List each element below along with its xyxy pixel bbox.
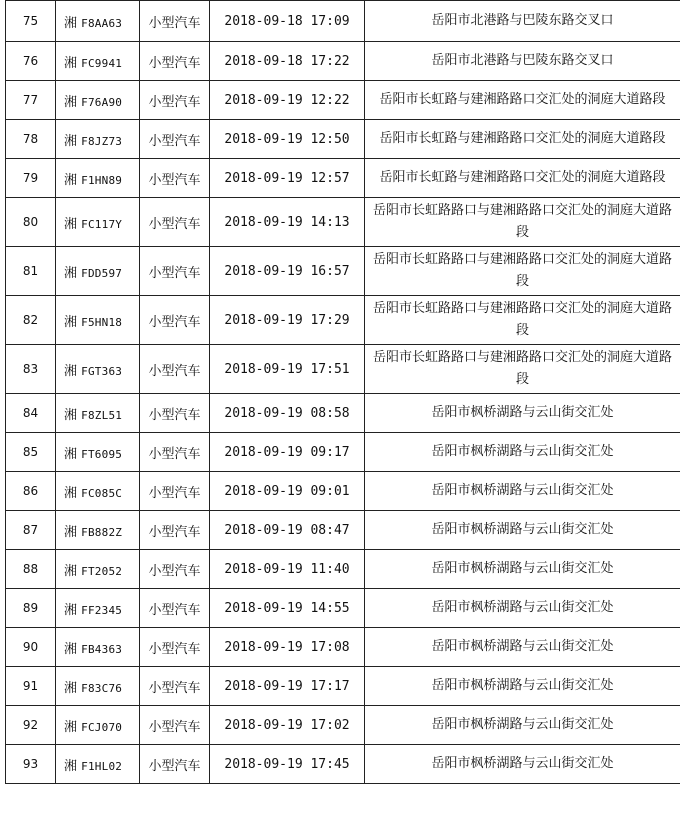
plate-prefix: 湘 — [64, 563, 78, 579]
vehicle-type: 小型汽车 — [140, 745, 210, 784]
plate-number: FT6095 — [81, 447, 123, 461]
violation-time: 2018-09-19 17:45 — [210, 745, 365, 784]
vehicle-type: 小型汽车 — [140, 198, 210, 247]
table-row — [6, 667, 680, 706]
vehicle-type: 小型汽车 — [140, 511, 210, 550]
plate-cell — [56, 589, 140, 628]
plate-cell — [56, 247, 140, 296]
row-number: 75 — [6, 1, 56, 42]
violation-location: 岳阳市长虹路路口与建湘路路口交汇处的洞庭大道路段 — [365, 296, 680, 345]
vehicle-type: 小型汽车 — [140, 1, 210, 42]
violation-time: 2018-09-19 08:47 — [210, 511, 365, 550]
violation-time: 2018-09-19 17:17 — [210, 667, 365, 706]
plate-prefix: 湘 — [64, 407, 78, 423]
vehicle-type: 小型汽车 — [140, 589, 210, 628]
violation-time: 2018-09-19 12:57 — [210, 159, 365, 198]
table-row — [6, 296, 680, 345]
violation-location: 岳阳市枫桥湖路与云山街交汇处 — [365, 667, 680, 706]
plate-number: FDD597 — [81, 266, 123, 280]
row-number: 85 — [6, 433, 56, 472]
violation-location: 岳阳市枫桥湖路与云山街交汇处 — [365, 706, 680, 745]
plate-cell — [56, 1, 140, 42]
table-row — [6, 120, 680, 159]
table-row — [6, 511, 680, 550]
violation-location: 岳阳市枫桥湖路与云山街交汇处 — [365, 628, 680, 667]
violation-location: 岳阳市枫桥湖路与云山街交汇处 — [365, 550, 680, 589]
violation-time: 2018-09-19 17:51 — [210, 345, 365, 394]
vehicle-type: 小型汽车 — [140, 433, 210, 472]
vehicle-type: 小型汽车 — [140, 628, 210, 667]
violation-time: 2018-09-19 11:40 — [210, 550, 365, 589]
plate-cell — [56, 550, 140, 589]
violation-time: 2018-09-19 16:57 — [210, 247, 365, 296]
table-row — [6, 345, 680, 394]
plate-number: FGT363 — [81, 364, 123, 378]
violation-time: 2018-09-19 17:29 — [210, 296, 365, 345]
plate-number: FT2052 — [81, 564, 123, 578]
vehicle-type: 小型汽车 — [140, 247, 210, 296]
vehicle-type: 小型汽车 — [140, 667, 210, 706]
row-number: 87 — [6, 511, 56, 550]
table-row — [6, 550, 680, 589]
row-number: 77 — [6, 81, 56, 120]
plate-prefix: 湘 — [64, 172, 78, 188]
plate-cell — [56, 472, 140, 511]
violation-time: 2018-09-19 09:01 — [210, 472, 365, 511]
plate-cell — [56, 667, 140, 706]
vehicle-type: 小型汽车 — [140, 345, 210, 394]
violation-time: 2018-09-19 12:22 — [210, 81, 365, 120]
plate-cell — [56, 81, 140, 120]
table-row — [6, 706, 680, 745]
vehicle-type: 小型汽车 — [140, 296, 210, 345]
plate-prefix: 湘 — [64, 602, 78, 618]
violation-location: 岳阳市长虹路与建湘路路口交汇处的洞庭大道路段 — [365, 81, 680, 120]
plate-cell — [56, 628, 140, 667]
vehicle-type: 小型汽车 — [140, 42, 210, 81]
plate-number: F83C76 — [81, 681, 123, 695]
plate-cell — [56, 706, 140, 745]
violation-time: 2018-09-19 12:50 — [210, 120, 365, 159]
plate-number: FC117Y — [81, 217, 123, 231]
row-number: 88 — [6, 550, 56, 589]
violation-records-table — [5, 0, 680, 784]
plate-number: F8AA63 — [81, 16, 123, 30]
table-row — [6, 247, 680, 296]
row-number: 91 — [6, 667, 56, 706]
plate-prefix: 湘 — [64, 719, 78, 735]
vehicle-type: 小型汽车 — [140, 706, 210, 745]
plate-cell — [56, 42, 140, 81]
plate-cell — [56, 511, 140, 550]
plate-prefix: 湘 — [64, 680, 78, 696]
table-row — [6, 745, 680, 784]
plate-prefix: 湘 — [64, 485, 78, 501]
violation-location: 岳阳市长虹路路口与建湘路路口交汇处的洞庭大道路段 — [365, 345, 680, 394]
plate-number: FB882Z — [81, 525, 123, 539]
row-number: 81 — [6, 247, 56, 296]
violation-location: 岳阳市枫桥湖路与云山街交汇处 — [365, 394, 680, 433]
row-number: 93 — [6, 745, 56, 784]
plate-cell — [56, 345, 140, 394]
violation-time: 2018-09-19 09:17 — [210, 433, 365, 472]
violation-time: 2018-09-18 17:22 — [210, 42, 365, 81]
table-row — [6, 42, 680, 81]
table-row — [6, 198, 680, 247]
table-row — [6, 394, 680, 433]
plate-cell — [56, 198, 140, 247]
violation-location: 岳阳市枫桥湖路与云山街交汇处 — [365, 472, 680, 511]
plate-number: F76A90 — [81, 95, 123, 109]
row-number: 90 — [6, 628, 56, 667]
plate-cell — [56, 394, 140, 433]
violation-location: 岳阳市枫桥湖路与云山街交汇处 — [365, 589, 680, 628]
plate-number: FC085C — [81, 486, 123, 500]
plate-number: F5HN18 — [81, 315, 123, 329]
violation-records-sheet — [5, 0, 680, 784]
vehicle-type: 小型汽车 — [140, 550, 210, 589]
plate-prefix: 湘 — [64, 94, 78, 110]
violation-location: 岳阳市枫桥湖路与云山街交汇处 — [365, 511, 680, 550]
plate-prefix: 湘 — [64, 216, 78, 232]
violation-time: 2018-09-19 14:55 — [210, 589, 365, 628]
row-number: 82 — [6, 296, 56, 345]
plate-prefix: 湘 — [64, 524, 78, 540]
table-row — [6, 589, 680, 628]
violation-time: 2018-09-19 14:13 — [210, 198, 365, 247]
row-number: 89 — [6, 589, 56, 628]
violation-location: 岳阳市长虹路与建湘路路口交汇处的洞庭大道路段 — [365, 159, 680, 198]
plate-cell — [56, 296, 140, 345]
violation-time: 2018-09-19 17:08 — [210, 628, 365, 667]
violation-location: 岳阳市枫桥湖路与云山街交汇处 — [365, 745, 680, 784]
plate-number: F1HN89 — [81, 173, 123, 187]
plate-prefix: 湘 — [64, 133, 78, 149]
plate-cell — [56, 159, 140, 198]
plate-prefix: 湘 — [64, 446, 78, 462]
plate-cell — [56, 120, 140, 159]
table-row — [6, 472, 680, 511]
violation-location: 岳阳市北港路与巴陵东路交叉口 — [365, 1, 680, 42]
row-number: 79 — [6, 159, 56, 198]
vehicle-type: 小型汽车 — [140, 159, 210, 198]
violation-location: 岳阳市长虹路路口与建湘路路口交汇处的洞庭大道路段 — [365, 247, 680, 296]
vehicle-type: 小型汽车 — [140, 120, 210, 159]
violation-time: 2018-09-18 17:09 — [210, 1, 365, 42]
plate-number: FCJ070 — [81, 720, 123, 734]
plate-number: FB4363 — [81, 642, 123, 656]
violation-location: 岳阳市长虹路与建湘路路口交汇处的洞庭大道路段 — [365, 120, 680, 159]
violation-location: 岳阳市枫桥湖路与云山街交汇处 — [365, 433, 680, 472]
table-row — [6, 628, 680, 667]
plate-number: F8ZL51 — [81, 408, 123, 422]
table-row — [6, 159, 680, 198]
plate-prefix: 湘 — [64, 641, 78, 657]
violation-location: 岳阳市长虹路路口与建湘路路口交汇处的洞庭大道路段 — [365, 198, 680, 247]
row-number: 86 — [6, 472, 56, 511]
violation-time: 2018-09-19 17:02 — [210, 706, 365, 745]
vehicle-type: 小型汽车 — [140, 394, 210, 433]
row-number: 84 — [6, 394, 56, 433]
row-number: 80 — [6, 198, 56, 247]
plate-prefix: 湘 — [64, 758, 78, 774]
plate-prefix: 湘 — [64, 55, 78, 71]
plate-number: FC9941 — [81, 56, 123, 70]
plate-prefix: 湘 — [64, 15, 78, 31]
plate-number: F8JZ73 — [81, 134, 123, 148]
violation-time: 2018-09-19 08:58 — [210, 394, 365, 433]
plate-cell — [56, 745, 140, 784]
plate-prefix: 湘 — [64, 314, 78, 330]
violation-location: 岳阳市北港路与巴陵东路交叉口 — [365, 42, 680, 81]
plate-cell — [56, 433, 140, 472]
row-number: 83 — [6, 345, 56, 394]
table-row — [6, 81, 680, 120]
vehicle-type: 小型汽车 — [140, 81, 210, 120]
row-number: 78 — [6, 120, 56, 159]
plate-prefix: 湘 — [64, 265, 78, 281]
row-number: 92 — [6, 706, 56, 745]
table-row — [6, 433, 680, 472]
plate-number: FF2345 — [81, 603, 123, 617]
table-row — [6, 1, 680, 42]
plate-prefix: 湘 — [64, 363, 78, 379]
vehicle-type: 小型汽车 — [140, 472, 210, 511]
row-number: 76 — [6, 42, 56, 81]
plate-number: F1HL02 — [81, 759, 123, 773]
